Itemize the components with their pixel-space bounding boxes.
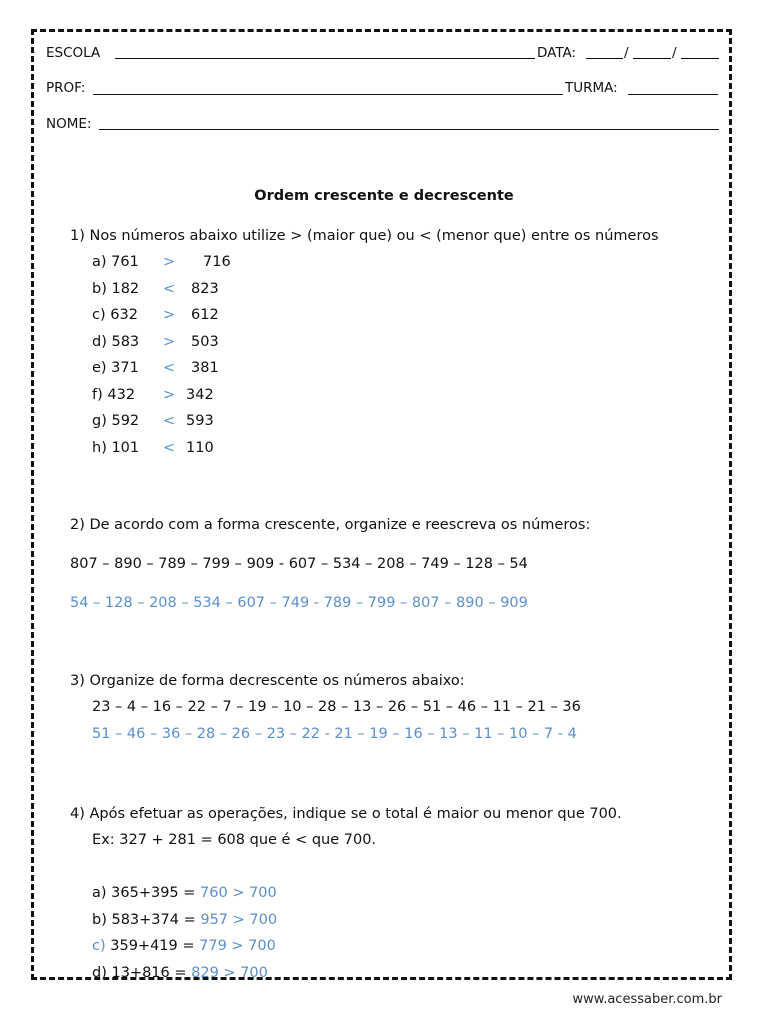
q4-item-letter: c) [92,938,106,954]
q1-item-left: b) 182 [92,281,140,297]
escola-field-line [115,58,535,59]
q1-prompt: 1) Nos números abaixo utilize > (maior que) ou < (menor que) entre os números [70,228,659,244]
q1-item-left: f) 432 [92,387,136,403]
q1-item-left: c) 632 [92,307,138,323]
prof-field-line [93,94,563,95]
date-month-line [633,58,671,59]
q1-item [92,440,214,456]
q1-item-right: 823 [191,281,219,297]
q1-item-sign: > [163,334,176,350]
data-label: DATA: [537,45,577,61]
q4-item [92,885,277,901]
q1-item-right: 593 [186,413,214,429]
footer-website: www.acessaber.com.br [572,992,722,1007]
date-day-line [586,58,623,59]
q4-item-answer: 779 > 700 [199,938,276,954]
q1-item [92,387,214,403]
q2-prompt: 2) De acordo com a forma crescente, organize e reescreva os números: [70,517,591,533]
q4-item [92,912,277,928]
q1-item-right: 342 [186,387,214,403]
nome-label: NOME: [46,116,92,132]
escola-label: ESCOLA [46,45,101,61]
q1-item [92,281,219,297]
q1-item-sign: > [163,307,176,323]
q1-item-right: 110 [186,440,214,456]
q4-item-answer: 760 > 700 [200,885,277,901]
q1-item-left: a) 761 [92,254,139,270]
q1-item-right: 716 [203,254,231,270]
q2-numbers: 807 – 890 – 789 – 799 – 909 - 607 – 534 – 208 – 749 – 128 – 54 [70,556,528,572]
q1-item-sign: < [163,281,176,297]
q1-item [92,254,231,270]
q1-item-sign: < [163,413,176,429]
q1-item-right: 381 [191,360,219,376]
q3-answer: 51 – 46 – 36 – 28 – 26 – 23 – 22 - 21 – 19 – 16 – 13 – 11 – 10 – 7 - 4 [92,726,577,742]
nome-field-line [99,129,719,130]
q4-example: Ex: 327 + 281 = 608 que é < que 700. [92,832,377,848]
q1-item [92,307,219,323]
q1-item-left: e) 371 [92,360,139,376]
turma-field-line [628,94,718,95]
worksheet-title: Ordem crescente e decrescente [254,188,514,204]
date-separator-1: / [624,45,629,61]
q1-item [92,334,219,350]
q3-prompt: 3) Organize de forma decrescente os números abaixo: [70,673,465,689]
q1-item-sign: > [163,387,176,403]
q4-prompt: 4) Após efetuar as operações, indique se o total é maior ou menor que 700. [70,806,622,822]
q1-item-left: h) 101 [92,440,140,456]
q3-numbers: 23 – 4 – 16 – 22 – 7 – 19 – 10 – 28 – 13 – 26 – 51 – 46 – 11 – 21 – 36 [92,699,581,715]
q1-item-sign: < [163,360,176,376]
q1-item-left: g) 592 [92,413,140,429]
q4-item-expression: 359+419 = [105,938,200,954]
q1-item [92,413,214,429]
q1-item-right: 612 [191,307,219,323]
date-year-line [681,58,719,59]
q2-answer: 54 – 128 – 208 – 534 – 607 – 749 - 789 – 799 – 807 – 890 – 909 [70,595,528,611]
q4-item-expression: b) 583+374 = [92,912,201,928]
q4-item-answer: 957 > 700 [200,912,278,928]
turma-label: TURMA: [565,80,618,96]
q4-item [92,938,276,954]
prof-label: PROF: [46,80,86,96]
q4-item-answer: 829 > 700 [191,965,268,981]
q1-item-left: d) 583 [92,334,140,350]
q1-item-right: 503 [191,334,219,350]
q1-item [92,360,219,376]
q4-item-expression: a) 365+395 = [92,885,201,901]
q1-item-sign: < [163,440,176,456]
q1-item-sign: > [163,254,176,270]
date-separator-2: / [672,45,677,61]
q4-item-expression: d) 13+816 = [92,965,192,981]
q4-item [92,965,268,981]
